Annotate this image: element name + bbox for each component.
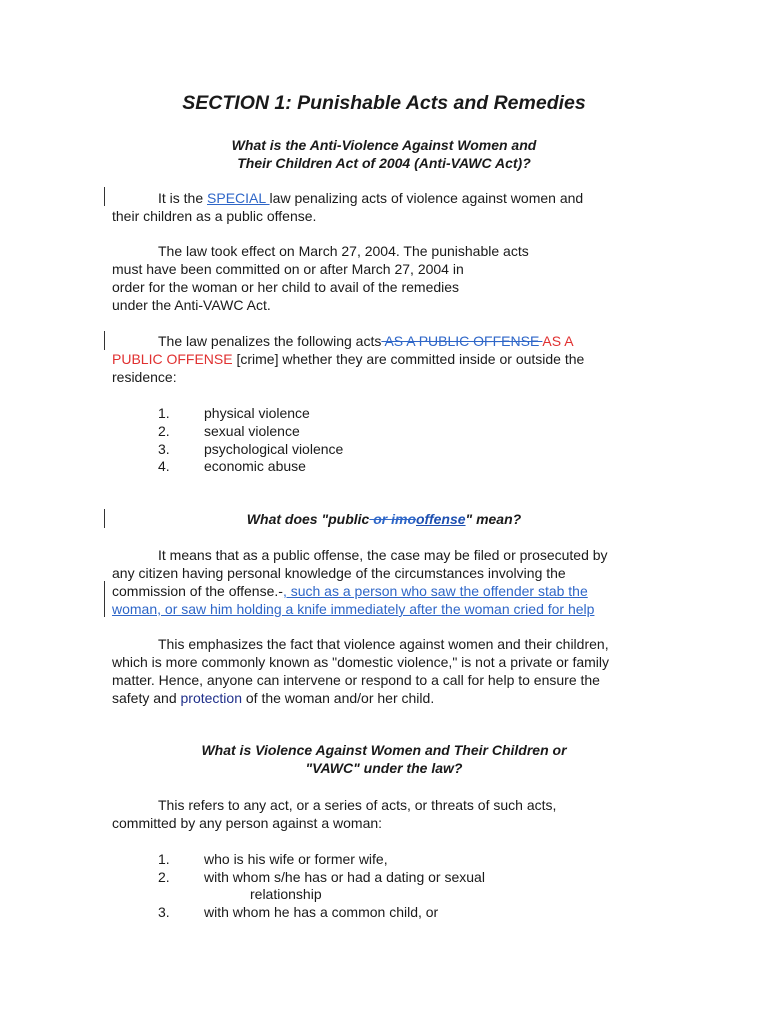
question-line-1: What is Violence Against Women and Their Children or: [201, 742, 567, 758]
inserted-text: , such as a person who saw the offender stab the: [282, 583, 588, 599]
inserted-text: woman, or saw him holding a knife immediately after the woman cried for help: [112, 601, 595, 617]
deleted-text: or: [369, 511, 392, 527]
inserted-red-text: AS A: [542, 333, 574, 349]
deleted-text: imo: [391, 511, 416, 527]
paragraph-vawc-definition: This refers to any act, or a series of acts, or threats of such acts, committed by any person against a woman:: [112, 797, 557, 831]
paragraph-public-offense-meaning: It means that as a public offense, the case may be filed or prosecuted by any citizen having personal knowledge of the circumstances involving the commission of the offense.-, such as a person who saw the offender stab the woman, or saw him holding a knife immediately after the woman cried for help: [112, 547, 608, 617]
inserted-text: offense: [416, 511, 466, 527]
protection-link[interactable]: protection: [180, 690, 242, 706]
question-line-2: "VAWC" under the law?: [305, 760, 463, 776]
question-heading-anti-vawc: [0, 136, 768, 172]
question-line-1: What is the Anti-Violence Against Women and: [231, 137, 537, 153]
question-heading-vawc: [0, 741, 768, 777]
deleted-text: AS A PUBLIC OFFENSE: [381, 333, 543, 349]
paragraph-effectivity: The law took effect on March 27, 2004. The punishable acts must have been committed on or after March 27, 2004 in order for the woman or her child to avail of the remedies under the Anti-VAWC Act.: [112, 243, 529, 313]
inserted-text: SPECIAL: [207, 190, 270, 206]
paragraph-domestic-violence: This emphasizes the fact that violence against women and their children, which is more commonly known as "domestic violence," is not a private or family matter. Hence, anyone can intervene or respond to a call for help to ensure the safety and protection of the woman and/or her child.: [112, 636, 610, 706]
revision-bar: [104, 581, 105, 617]
paragraph-penalized-acts: The law penalizes the following acts AS A PUBLIC OFFENSE AS A PUBLIC OFFENSE [crime] whether they are committed inside or outside the residence:: [112, 333, 585, 385]
revision-bar: [104, 187, 105, 206]
question-line-2: Their Children Act of 2004 (Anti-VAWC Act)?: [237, 155, 531, 171]
inserted-red-text: PUBLIC OFFENSE: [112, 351, 233, 367]
document-page: SECTION 1: Punishable Acts and Remedies What is the Anti-Violence Against Women and Their Children Act of 2004 (Anti-VAWC Act)? It is the SPECIAL law penalizing acts of violence against women and their children as a public offense. The law took effect on March 27, 2004. The punishable acts must have been committed on or after March 27, 2004 in order for the woman or her child to avail of the remedies under the Anti-VAWC Act. The law penalizes the following acts AS A PUBLIC OFFENSE AS A PUBLIC OFFENSE [crime] whether they are committed inside or outside the residence: 1. physical violence 2. sexual violence 3. psychological violence 4. economic abuse What does "public or imooffense" mean? It means that as a public offense, the case may be filed or prosecuted by any citizen having personal knowledge of the circumstances involving the commission of the offense.-, such as a person who saw the offender stab the woman, or saw him holding a knife immediately after the woman cried for help This emphasizes the fact that violence against women and their children, which is more commonly known as "domestic violence," is not a private or family matter. Hence, anyone can intervene or respond to a call for help to ensure the safety and protection of the woman and/or her child. What is Violence Against Women and Their Children or "VAWC" under the law? This refers to any act, or a series of acts, or threats of such acts, committed by any person against a woman: 1. who is his wife or former wife, 2. with whom s/he has or had a dating or sexual relationship 3. with whom he has a common child, or: [0, 0, 768, 1024]
revision-bar: [104, 331, 105, 350]
question-heading-public-offense: What does "public or imooffense" mean?: [246, 511, 522, 527]
section-title: SECTION 1: Punishable Acts and Remedies: [182, 92, 586, 114]
paragraph-definition: It is the SPECIAL law penalizing acts of violence against women and their children as a public offense.: [112, 190, 584, 224]
